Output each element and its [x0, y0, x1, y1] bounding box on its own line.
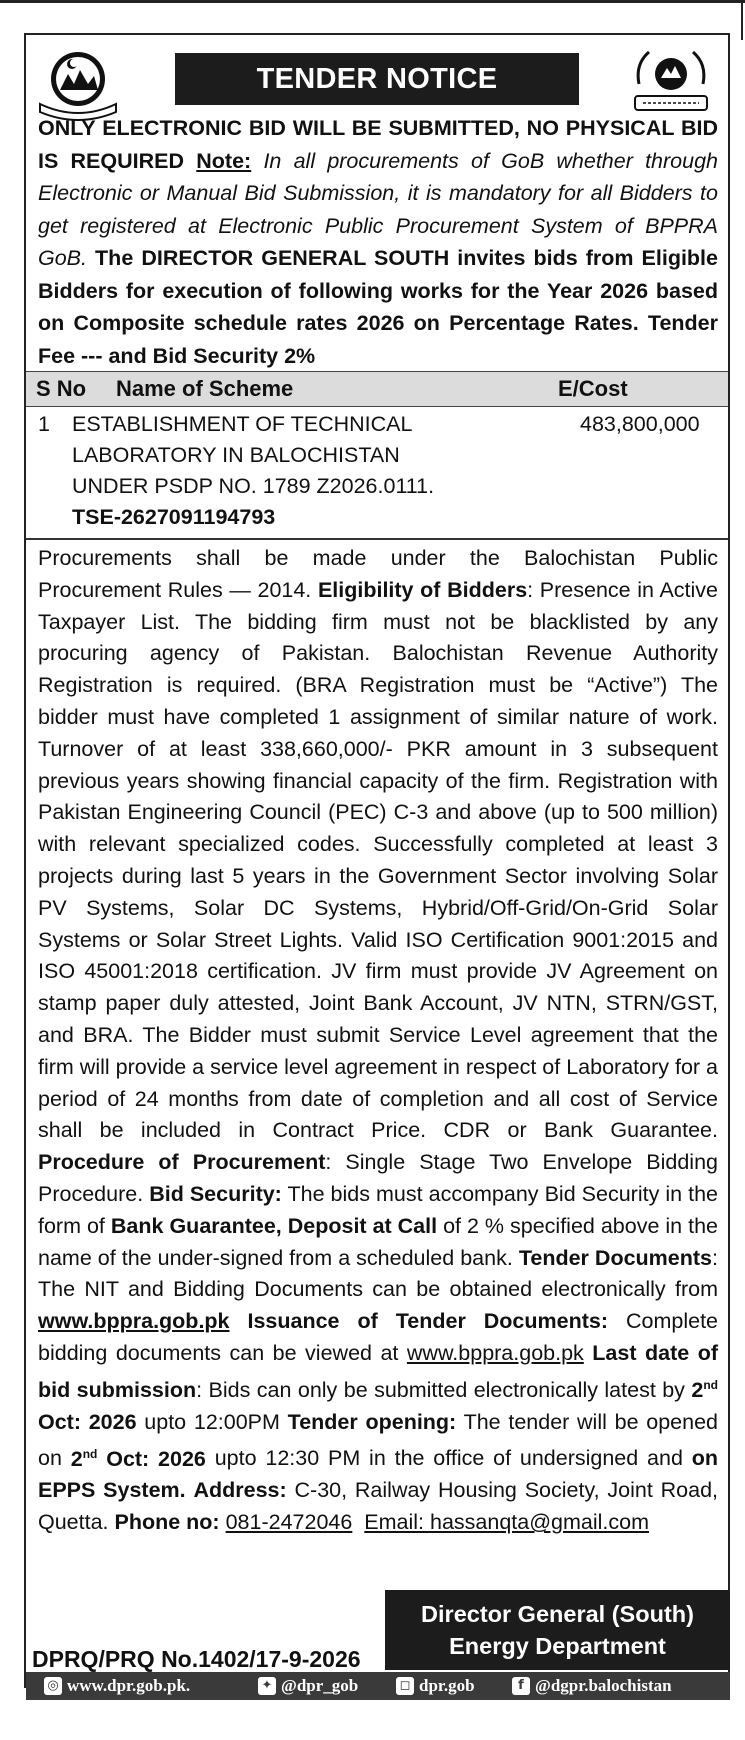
table-header — [26, 371, 728, 407]
conditions-paragraph — [38, 543, 718, 1539]
invitation-text: The DIRECTOR GENERAL SOUTH invites bids from Eligible Bidders for execution of following works for the Year 2026 based on Composite schedule rates 2026 on Percentage Rates. Tender Fee --- and Bid Security 2% — [38, 246, 718, 368]
header-estimated-cost: E/Cost — [558, 376, 628, 401]
bppra-link-1[interactable]: www.bppra.gob.pk — [38, 1309, 230, 1334]
row-scheme-line2: LABORATORY IN BALOCHISTAN — [72, 443, 400, 467]
eligibility-label: Eligibility of Bidders — [317, 577, 528, 602]
footer-twitter[interactable] — [258, 1672, 358, 1700]
footer-web[interactable] — [44, 1672, 190, 1700]
address-label: Address: — [193, 1478, 287, 1503]
bppra-link-2[interactable]: www.bppra.gob.pk — [406, 1340, 584, 1365]
signature-title: Director General (South) — [421, 1601, 694, 1627]
signature-block — [385, 1590, 730, 1670]
header-scheme-name: Name of Scheme — [116, 376, 294, 401]
tender-documents-text: : The NIT and Bidding Documents can be obtained electronically from — [38, 1245, 718, 1302]
procedure-label: Procedure of Procurement — [38, 1150, 326, 1175]
eligibility-text: : Presence in Active Taxpayer List. The bidding firm must not be blacklisted by any procuring agency of Pakistan. Balochistan Revenue Authority Registration is required. (BRA Registration must be “Active”) The bidder must have completed 1 assignment of similar nature of work. Turnover of at least 338,660,000/- PKR amount in 3 subsequent previous years showing financial capacity of the firm. Registration with Pakistan Engineering Council (PEC) C-3 and above (up to 500 million) with relevant specialized codes. Successfully completed at least 3 projects during last 5 years in the Government Sector involving Solar PV Systems, Solar DC Systems, Hybrid/Off-Grid/On-Grid Solar Systems or Solar Street Lights. Valid ISO Certification 9001:2015 and ISO 45001:2018 certification. JV firm must provide JV Agreement on stamp paper duly attested, Joint Bank Account, JV NTN, STRN/GST, and BRA. The Bidder must submit Service Level agreement that the firm will provide a service level agreement in respect of Laboratory for a period of 24 months from date of completion and all cost of Service shall be included in Contract Price. CDR or Bank Guarantee. — [38, 577, 718, 1143]
row-scheme-line1: ESTABLISHMENT OF TECHNICAL — [72, 412, 413, 436]
row-sno: 1 — [38, 412, 50, 436]
phone-number[interactable]: 081-2472046 — [225, 1510, 353, 1535]
issuance-label: Issuance of Tender Documents: — [247, 1309, 609, 1334]
opening-text: The tender will be opened on — [38, 1409, 718, 1471]
address-text: C-30, Railway Housing Society, Joint Road, Quetta. — [38, 1478, 719, 1535]
twitter-icon: ✦ — [258, 1677, 276, 1695]
facebook-icon: f — [512, 1677, 530, 1695]
opening-label: Tender opening: — [287, 1409, 457, 1434]
footer-twitter-text: @dpr_gob — [281, 1676, 359, 1695]
intro-paragraph — [38, 112, 718, 372]
footer-facebook-text: @dgpr.balochistan — [535, 1676, 672, 1695]
procedure-text: : Single Stage Two Envelope Bidding Procedure. — [38, 1150, 718, 1206]
instagram-icon: ◻ — [396, 1677, 414, 1695]
bid-security-detail: of 2 % specified above in the name of the under-signed from a scheduled bank. — [38, 1213, 718, 1270]
bid-security-text: The bids must accompany Bid Security in the form of — [38, 1181, 718, 1238]
issuance-text: Complete bidding documents can be viewed at — [38, 1309, 718, 1365]
last-date-text: : Bids can only be submitted electronically latest by — [196, 1377, 685, 1402]
opening-detail: upto 12:30 PM in the office of undersigned and — [214, 1446, 683, 1471]
footer-instagram[interactable] — [396, 1672, 475, 1700]
note-label: Note: — [196, 148, 252, 173]
table-row — [26, 407, 728, 540]
globe-icon: ◎ — [44, 1677, 62, 1695]
row-estimated-cost: 483,800,000 — [580, 412, 700, 436]
row-tse-number: TSE-2627091194793 — [72, 505, 276, 529]
signature-department: Energy Department — [449, 1633, 666, 1659]
dprq-number: DPRQ/PRQ No.1402/17-9-2026 — [32, 1646, 361, 1672]
footer-instagram-text: dpr.gob — [419, 1676, 475, 1695]
opening-date: 2nd Oct: 2026 — [70, 1446, 206, 1471]
tender-notice-title: TENDER NOTICE — [175, 53, 579, 105]
epps-text: on EPPS System. — [38, 1446, 719, 1503]
energy-department-logo — [625, 44, 717, 122]
note-text: In all procurements of GoB whether through Electronic or Manual Bid Submission, it is mandatory for all Bidders to get registered at Electronic Public Procurement System of BPPRA GoB. — [38, 148, 719, 270]
bank-guarantee-label: Bank Guarantee, Deposit at Call — [110, 1213, 438, 1238]
electronic-bid-statement: ONLY ELECTRONIC BID WILL BE SUBMITTED, NO PHYSICAL BID IS REQUIRED — [38, 116, 718, 173]
phone-label: Phone no: — [114, 1510, 220, 1535]
balochistan-logo — [32, 44, 124, 122]
tender-documents-label: Tender Documents — [518, 1245, 713, 1270]
row-scheme-line3: UNDER PSDP NO. 1789 Z2026.0111. — [72, 474, 435, 498]
submission-time: upto 12:00PM — [144, 1409, 280, 1434]
bid-security-label: Bid Security: — [149, 1181, 282, 1206]
email-address[interactable]: Email: hassanqta@gmail.com — [364, 1510, 649, 1535]
footer-bar — [26, 1672, 730, 1700]
procurement-rules-text: Procurements shall be made under the Balochistan Public Procurement Rules — 2014. — [38, 546, 718, 602]
submission-date: 2nd Oct: 2026 — [38, 1377, 718, 1434]
last-date-label: Last date of bid submission — [38, 1340, 718, 1402]
top-border — [0, 0, 745, 3]
footer-web-text: www.dpr.gob.pk. — [67, 1676, 191, 1695]
footer-facebook[interactable] — [512, 1672, 672, 1700]
right-border-stub — [741, 0, 743, 40]
header-sno: S No — [36, 376, 87, 401]
